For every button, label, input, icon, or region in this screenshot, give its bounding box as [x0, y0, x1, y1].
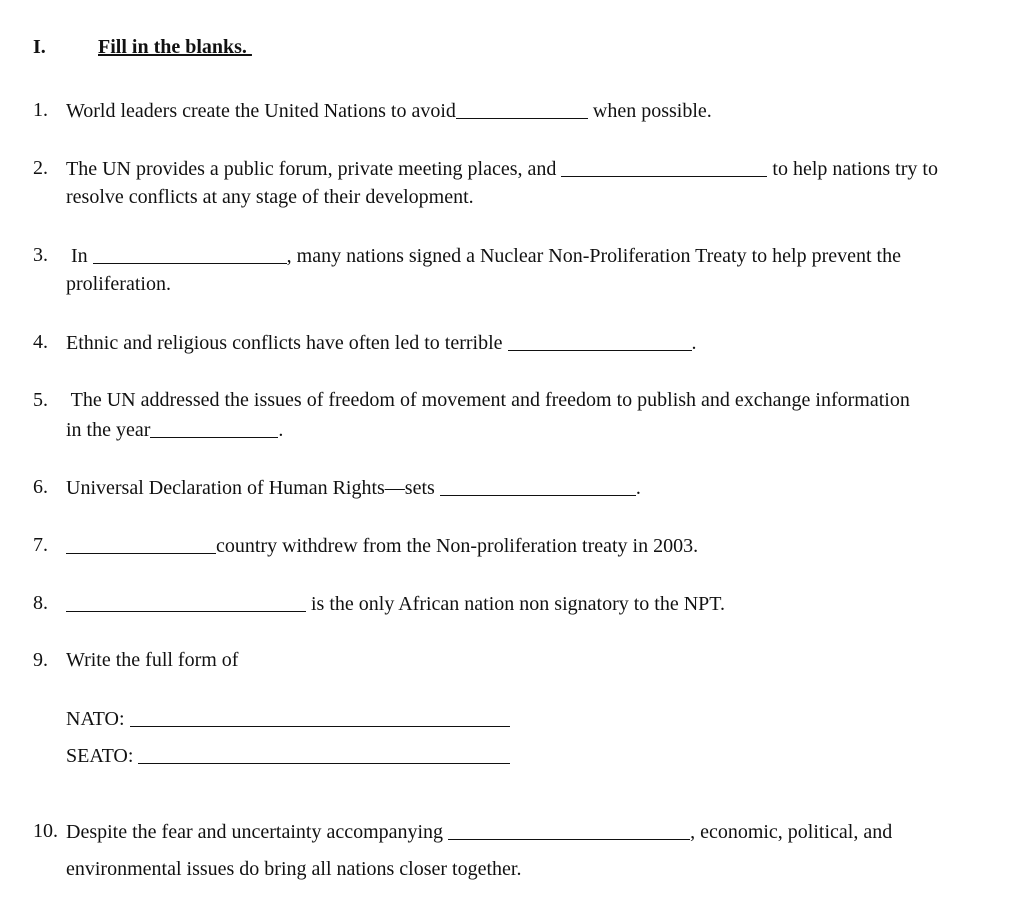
question-text-part: World leaders create the United Nations to avoid: [66, 100, 456, 122]
question-text: [66, 819, 892, 844]
seato-row: [66, 743, 510, 768]
answer-blank[interactable]: [66, 535, 216, 554]
question-number: 10.: [33, 820, 58, 842]
question-text-part: .: [278, 419, 284, 441]
nato-answer-blank[interactable]: [130, 708, 510, 727]
question-text: [66, 533, 698, 558]
question-text-part: .: [635, 477, 641, 499]
section-title: Fill in the blanks.: [98, 36, 252, 58]
question-number: 2.: [33, 157, 48, 179]
question-text-continued: proliferation.: [66, 273, 171, 295]
question-text: [66, 475, 641, 500]
question-text-part: In: [66, 245, 93, 267]
question-text-part: country withdrew from the Non-proliferation treaty in 2003.: [216, 535, 699, 557]
nato-label: NATO:: [66, 708, 130, 730]
seato-answer-blank[interactable]: [138, 745, 510, 764]
question-text-part: in the year: [66, 419, 151, 441]
answer-blank[interactable]: [440, 477, 636, 496]
question-text-part: The UN provides a public forum, private meeting places, and: [66, 158, 562, 180]
question-text-part: to help nations try to: [767, 158, 938, 180]
answer-blank[interactable]: [66, 593, 306, 612]
question-text: The UN addressed the issues of freedom of movement and freedom to publish and exchange information: [66, 389, 910, 411]
question-number: 7.: [33, 534, 48, 556]
question-text-continued: environmental issues do bring all nations closer together.: [66, 858, 522, 880]
question-text-part: , economic, political, and: [690, 821, 893, 843]
answer-blank[interactable]: [448, 821, 690, 840]
section-number: I.: [33, 36, 46, 58]
question-number: 1.: [33, 99, 48, 121]
question-text-part: when possible.: [587, 100, 712, 122]
question-text: Write the full form of: [66, 649, 239, 671]
answer-blank[interactable]: [561, 158, 767, 177]
question-text-part: Universal Declaration of Human Rights—sets: [66, 477, 440, 499]
question-number: 9.: [33, 649, 48, 671]
question-text-part: is the only African nation non signatory to the NPT.: [306, 593, 726, 615]
answer-blank[interactable]: [93, 245, 287, 264]
question-text: [66, 156, 938, 181]
question-number: 5.: [33, 389, 48, 411]
question-text-part: Despite the fear and uncertainty accompanying: [66, 821, 449, 843]
question-text-part: .: [691, 332, 697, 354]
question-text: [66, 330, 697, 355]
question-number: 3.: [33, 244, 48, 266]
question-text: [66, 591, 725, 616]
question-number: 8.: [33, 592, 48, 614]
answer-blank[interactable]: [456, 100, 588, 119]
question-text: [66, 243, 901, 268]
seato-label: SEATO:: [66, 745, 139, 767]
question-text-part: , many nations signed a Nuclear Non-Proliferation Treaty to help prevent the: [286, 245, 901, 267]
question-text-continued: [66, 417, 283, 442]
answer-blank[interactable]: [508, 332, 692, 351]
nato-row: [66, 706, 510, 731]
question-number: 4.: [33, 331, 48, 353]
question-text: [66, 98, 712, 123]
question-text-continued: resolve conflicts at any stage of their development.: [66, 186, 474, 208]
answer-blank[interactable]: [150, 419, 278, 438]
question-text-part: Ethnic and religious conflicts have often led to terrible: [66, 332, 508, 354]
question-number: 6.: [33, 476, 48, 498]
